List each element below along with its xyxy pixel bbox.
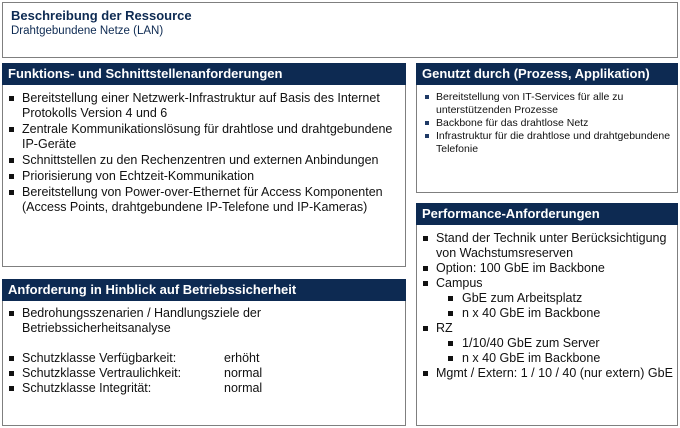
functional-requirements-header: Funktions- und Schnittstellenanforderungen xyxy=(2,63,406,85)
list-item: Bedrohungsszenarien / Handlungsziele der Betriebssicherheitsanalyse xyxy=(6,306,401,336)
protection-class-integrity: Schutzklasse Integrität: normal xyxy=(6,381,401,396)
security-requirements-list xyxy=(6,306,401,396)
list-item: Backbone für das drahtlose Netz xyxy=(422,117,672,130)
list-item: Zentrale Kommunikationslösung für drahtlose und drahtgebundene IP-Geräte xyxy=(6,122,401,152)
resource-description-box xyxy=(2,2,678,58)
list-subitem: n x 40 GbE im Backbone xyxy=(420,351,674,366)
resource-subtitle: Drahtgebundene Netze (LAN) xyxy=(11,25,164,37)
security-requirements-header: Anforderung in Hinblick auf Betriebssicherheit xyxy=(2,279,406,301)
functional-requirements-list xyxy=(6,91,401,216)
performance-requirements-header: Performance-Anforderungen xyxy=(416,203,678,225)
resource-title: Beschreibung der Ressource xyxy=(11,8,192,23)
used-by-list xyxy=(422,91,672,156)
protection-class-availability: Schutzklasse Verfügbarkeit: erhöht xyxy=(6,351,401,366)
spacer xyxy=(6,336,401,351)
list-item: Bereitstellung von IT-Services für alle zu unterstützenden Prozesse xyxy=(422,91,672,117)
list-item: Bereitstellung von Power-over-Ethernet für Access Komponenten (Access Points, drahtgebundene IP-Telefone und IP-Kameras) xyxy=(6,185,401,215)
list-item: Priorisierung von Echtzeit-Kommunikation xyxy=(6,169,401,184)
list-subitem: 1/10/40 GbE zum Server xyxy=(420,336,674,351)
list-item: Campus xyxy=(420,276,674,291)
list-item: Option: 100 GbE im Backbone xyxy=(420,261,674,276)
list-item: Bereitstellung einer Netzwerk-Infrastruktur auf Basis des Internet Protokolls Version 4 und 6 xyxy=(6,91,401,121)
list-item: Infrastruktur für die drahtlose und drahtgebundene Telefonie xyxy=(422,130,672,156)
list-item: Stand der Technik unter Berücksichtigung von Wachstumsreserven xyxy=(420,231,674,261)
protection-class-confidentiality: Schutzklasse Vertraulichkeit: normal xyxy=(6,366,401,381)
list-item: RZ xyxy=(420,321,674,336)
used-by-header: Genutzt durch (Prozess, Applikation) xyxy=(416,63,678,85)
list-subitem: GbE zum Arbeitsplatz xyxy=(420,291,674,306)
list-subitem: n x 40 GbE im Backbone xyxy=(420,306,674,321)
performance-requirements-list xyxy=(420,231,674,381)
list-item: Mgmt / Extern: 1 / 10 / 40 (nur extern) GbE xyxy=(420,366,674,381)
list-item: Schnittstellen zu den Rechenzentren und externen Anbindungen xyxy=(6,153,401,168)
